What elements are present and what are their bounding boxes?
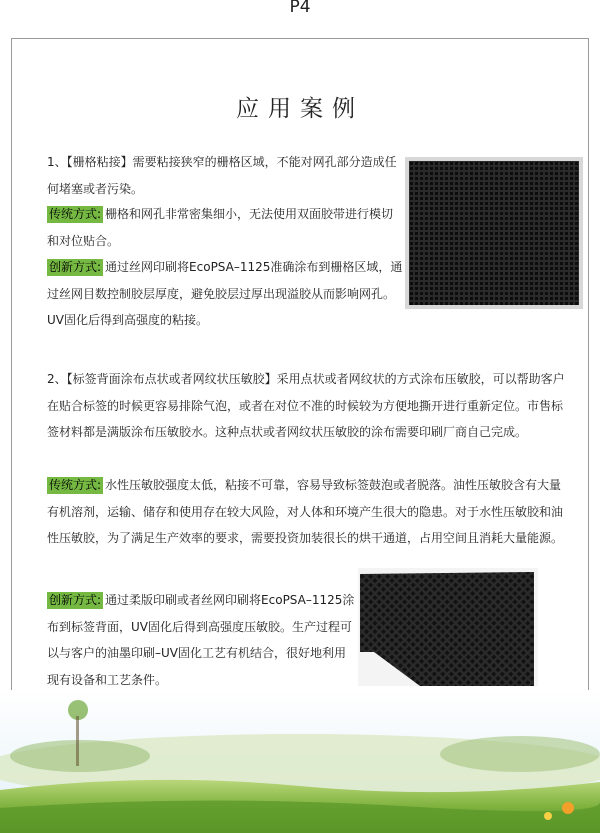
background-meadow	[0, 690, 600, 833]
section1-intro: 1、【栅格粘接】需要粘接狭窄的栅格区域，不能对网孔部分造成任何堵塞或者污染。	[47, 155, 397, 196]
innovative-label: 创新方式:	[49, 260, 102, 274]
section2-traditional	[47, 472, 567, 552]
page-number: P4	[289, 0, 311, 17]
section2-intro: 2、【标签背面涂布点状或者网纹状压敏胶】采用点状或者网纹状的方式涂布压敏胶，可以帮助客户在贴合标签的时候更容易排除气泡，或者在对位不准的时候较为方便地撕开进行重新定位。市售标签材料都是满版涂布压敏胶水。这种点状或者网纹状压敏胶的涂布需要印刷厂商自己完成。	[47, 372, 565, 439]
label-photo	[358, 568, 538, 686]
section1-traditional	[47, 201, 403, 254]
page-title: 应用案例	[236, 96, 364, 122]
traditional-label: 传统方式:	[49, 478, 102, 492]
section1-innovative	[47, 254, 407, 334]
traditional-text: 水性压敏胶强度太低，粘接不可靠，容易导致标签鼓泡或者脱落。油性压敏胶含有大量有机溶剂，运输、储存和使用存在较大风险，对人体和环境产生很大的隐患。对于水性压敏胶和油性压敏胶，为了满足生产效率的要求，需要投资加装很长的烘干通道，占用空间且消耗大量能源。	[47, 478, 564, 545]
label-mesh-graphic	[358, 568, 538, 686]
innovative-text: 通过柔版印刷或者丝网印刷将EcoPSA–1125涂布到标签背面，UV固化后得到高强度压敏胶。生产过程可以与客户的油墨印刷–UV固化工艺有机结合，很好地利用现有设备和工艺条件。	[47, 593, 355, 687]
innovative-text: 通过丝网印刷将EcoPSA–1125准确涂布到栅格区域，通过丝网目数控制胶层厚度，避免胶层过厚出现溢胶从而影响网孔。UV固化后得到高强度的粘接。	[47, 260, 403, 327]
meadow-graphic	[0, 690, 600, 833]
innovative-label: 创新方式:	[49, 593, 102, 607]
traditional-text: 栅格和网孔非常密集细小，无法使用双面胶带进行模切和对位贴合。	[47, 207, 394, 248]
traditional-label: 传统方式:	[49, 207, 102, 221]
grid-photo	[405, 157, 583, 309]
grid-mesh-graphic	[409, 161, 579, 305]
section2-innovative	[47, 587, 357, 693]
